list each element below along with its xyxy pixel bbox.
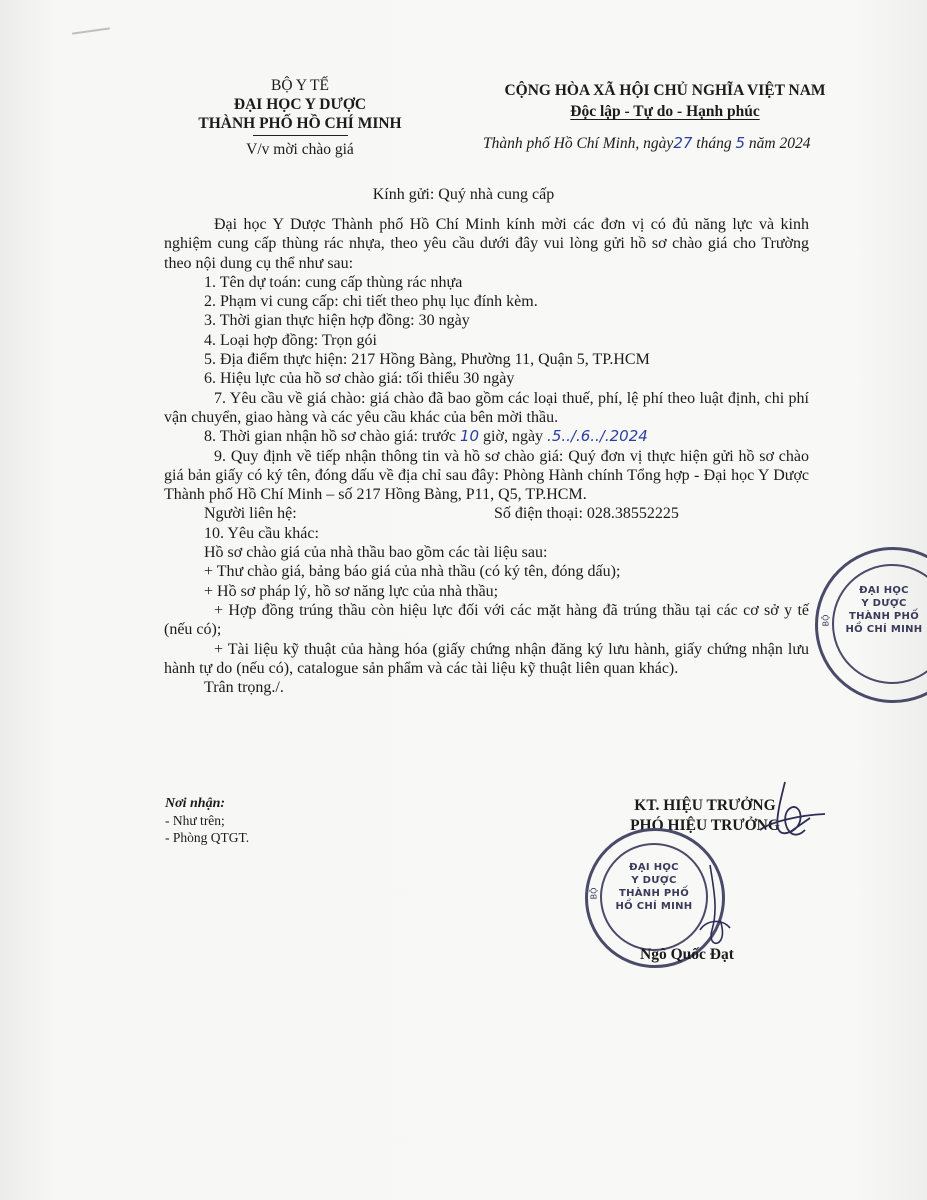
scan-artifact (72, 27, 110, 34)
contact-phone: Số điện thoại: 028.38552225 (494, 505, 679, 523)
national-header (470, 80, 860, 122)
item-6: 6. Hiệu lực của hồ sơ chào giá: tối thiểu 30 ngày (204, 370, 515, 388)
org-name-line1: ĐẠI HỌC Y DƯỢC (233, 96, 367, 113)
requirement-4: + Tài liệu kỹ thuật của hàng hóa (giấy chứng nhận đăng ký lưu hành, giấy chứng nhận lưu hành tự do (nếu có), catalogue sản phẩm và các tài liệu kỹ thuật liên quan khác). (164, 640, 809, 677)
signer-role-2: PHÓ HIỆU TRƯỞNG (630, 817, 780, 834)
item-9: 9. Quy định về tiếp nhận thông tin và hồ sơ chào giá: Quý đơn vị thực hiện gửi hồ sơ chào giá bản giấy có ký tên, đóng dấu về địa chỉ sau đây: Phòng Hành chính Tổng hợp - Đại học Y Dược Thành phố Hồ Chí Minh – số 217 Hồng Bàng, P11, Q5, TP.HCM. (164, 447, 809, 504)
country-name: CỘNG HÒA XÃ HỘI CHỦ NGHĨA VIỆT NAM (504, 82, 826, 99)
date-year: năm 2024 (748, 135, 811, 152)
date-day: 27 (673, 134, 693, 152)
requirement-1: + Thư chào giá, bảng báo giá của nhà thầu (có ký tên, đóng dấu); (204, 563, 621, 581)
signer-name: Ngô Quốc Đạt (640, 946, 734, 963)
recipient-2: - Phòng QTGT. (165, 830, 250, 845)
item-8-mid: giờ, ngày (483, 428, 544, 446)
header-divider (253, 135, 348, 136)
org-name-line2: THÀNH PHỐ HỒ CHÍ MINH (198, 115, 402, 132)
recipients-title: Nơi nhận: (165, 796, 226, 811)
date-place: Thành phố Hồ Chí Minh, ngày (483, 135, 674, 152)
issuer-header (175, 76, 425, 159)
handwritten-signature (640, 770, 830, 970)
requirement-3: + Hợp đồng trúng thầu còn hiệu lực đối với các mặt hàng đã trúng thầu tại các cơ sở y tế (nếu có); (164, 601, 809, 639)
partial-stamp: ĐẠI HỌC Y DƯỢC THÀNH PHỐ HỒ CHÍ MINH BỘ (815, 547, 927, 703)
item-3: 3. Thời gian thực hiện hợp đồng: 30 ngày (204, 312, 470, 330)
recipients-block (165, 795, 249, 846)
item-5: 5. Địa điểm thực hiện: 217 Hồng Bàng, Phường 11, Quận 5, TP.HCM (204, 351, 650, 369)
contact-person: Người liên hệ: (204, 505, 297, 523)
date-line (483, 134, 810, 153)
closing: Trân trọng./. (204, 679, 284, 697)
item-8-hour: 10 (459, 427, 480, 446)
item-8 (164, 427, 809, 446)
salutation: Kính gửi: Quý nhà cung cấp (372, 186, 555, 203)
item-8-date: .5../.6../.2024 (547, 427, 648, 446)
item-2: 2. Phạm vi cung cấp: chi tiết theo phụ lục đính kèm. (204, 293, 538, 311)
date-month-label: tháng (696, 135, 732, 152)
ministry-name: BỘ Y TẾ (271, 77, 329, 94)
contact-row (164, 504, 809, 523)
item-10: 10. Yêu cầu khác: (204, 524, 319, 542)
official-stamp: ĐẠI HỌC Y DƯỢC THÀNH PHỐ HỒ CHÍ MINH BỘ (585, 828, 725, 968)
item-8-prefix: 8. Thời gian nhận hồ sơ chào giá: trước (204, 428, 456, 446)
requirement-2: + Hồ sơ pháp lý, hồ sơ năng lực của nhà thầu; (204, 582, 499, 600)
national-motto: Độc lập - Tự do - Hạnh phúc (570, 103, 760, 120)
letter-body (164, 215, 809, 697)
item-10-intro: Hồ sơ chào giá của nhà thầu bao gồm các tài liệu sau: (204, 544, 548, 562)
recipient-1: - Như trên; (165, 813, 225, 828)
signer-role-1: KT. HIỆU TRƯỞNG (634, 797, 776, 814)
item-7: 7. Yêu cầu về giá chào: giá chào đã bao gồm các loại thuế, phí, lệ phí theo luật định, chi phí vận chuyển, giao hàng và các yêu cầu khác của bên mời thầu. (164, 389, 809, 426)
document-subject: V/v mời chào giá (246, 141, 354, 158)
partial-stamp-text: ĐẠI HỌC Y DƯỢC THÀNH PHỐ HỒ CHÍ MINH (845, 585, 923, 635)
official-stamp-text: ĐẠI HỌC Y DƯỢC THÀNH PHỐ HỒ CHÍ MINH (615, 862, 693, 912)
item-1: 1. Tên dự toán: cung cấp thùng rác nhựa (204, 273, 463, 291)
item-4: 4. Loại hợp đồng: Trọn gói (204, 331, 377, 349)
date-month: 5 (735, 134, 746, 152)
intro-paragraph: Đại học Y Dược Thành phố Hồ Chí Minh kính mời các đơn vị có đủ năng lực và kinh nghiệm cung cấp thùng rác nhựa, theo yêu cầu dưới đây vui lòng gửi hồ sơ chào giá cho Trường theo nội dung cụ thể như sau: (164, 216, 809, 272)
